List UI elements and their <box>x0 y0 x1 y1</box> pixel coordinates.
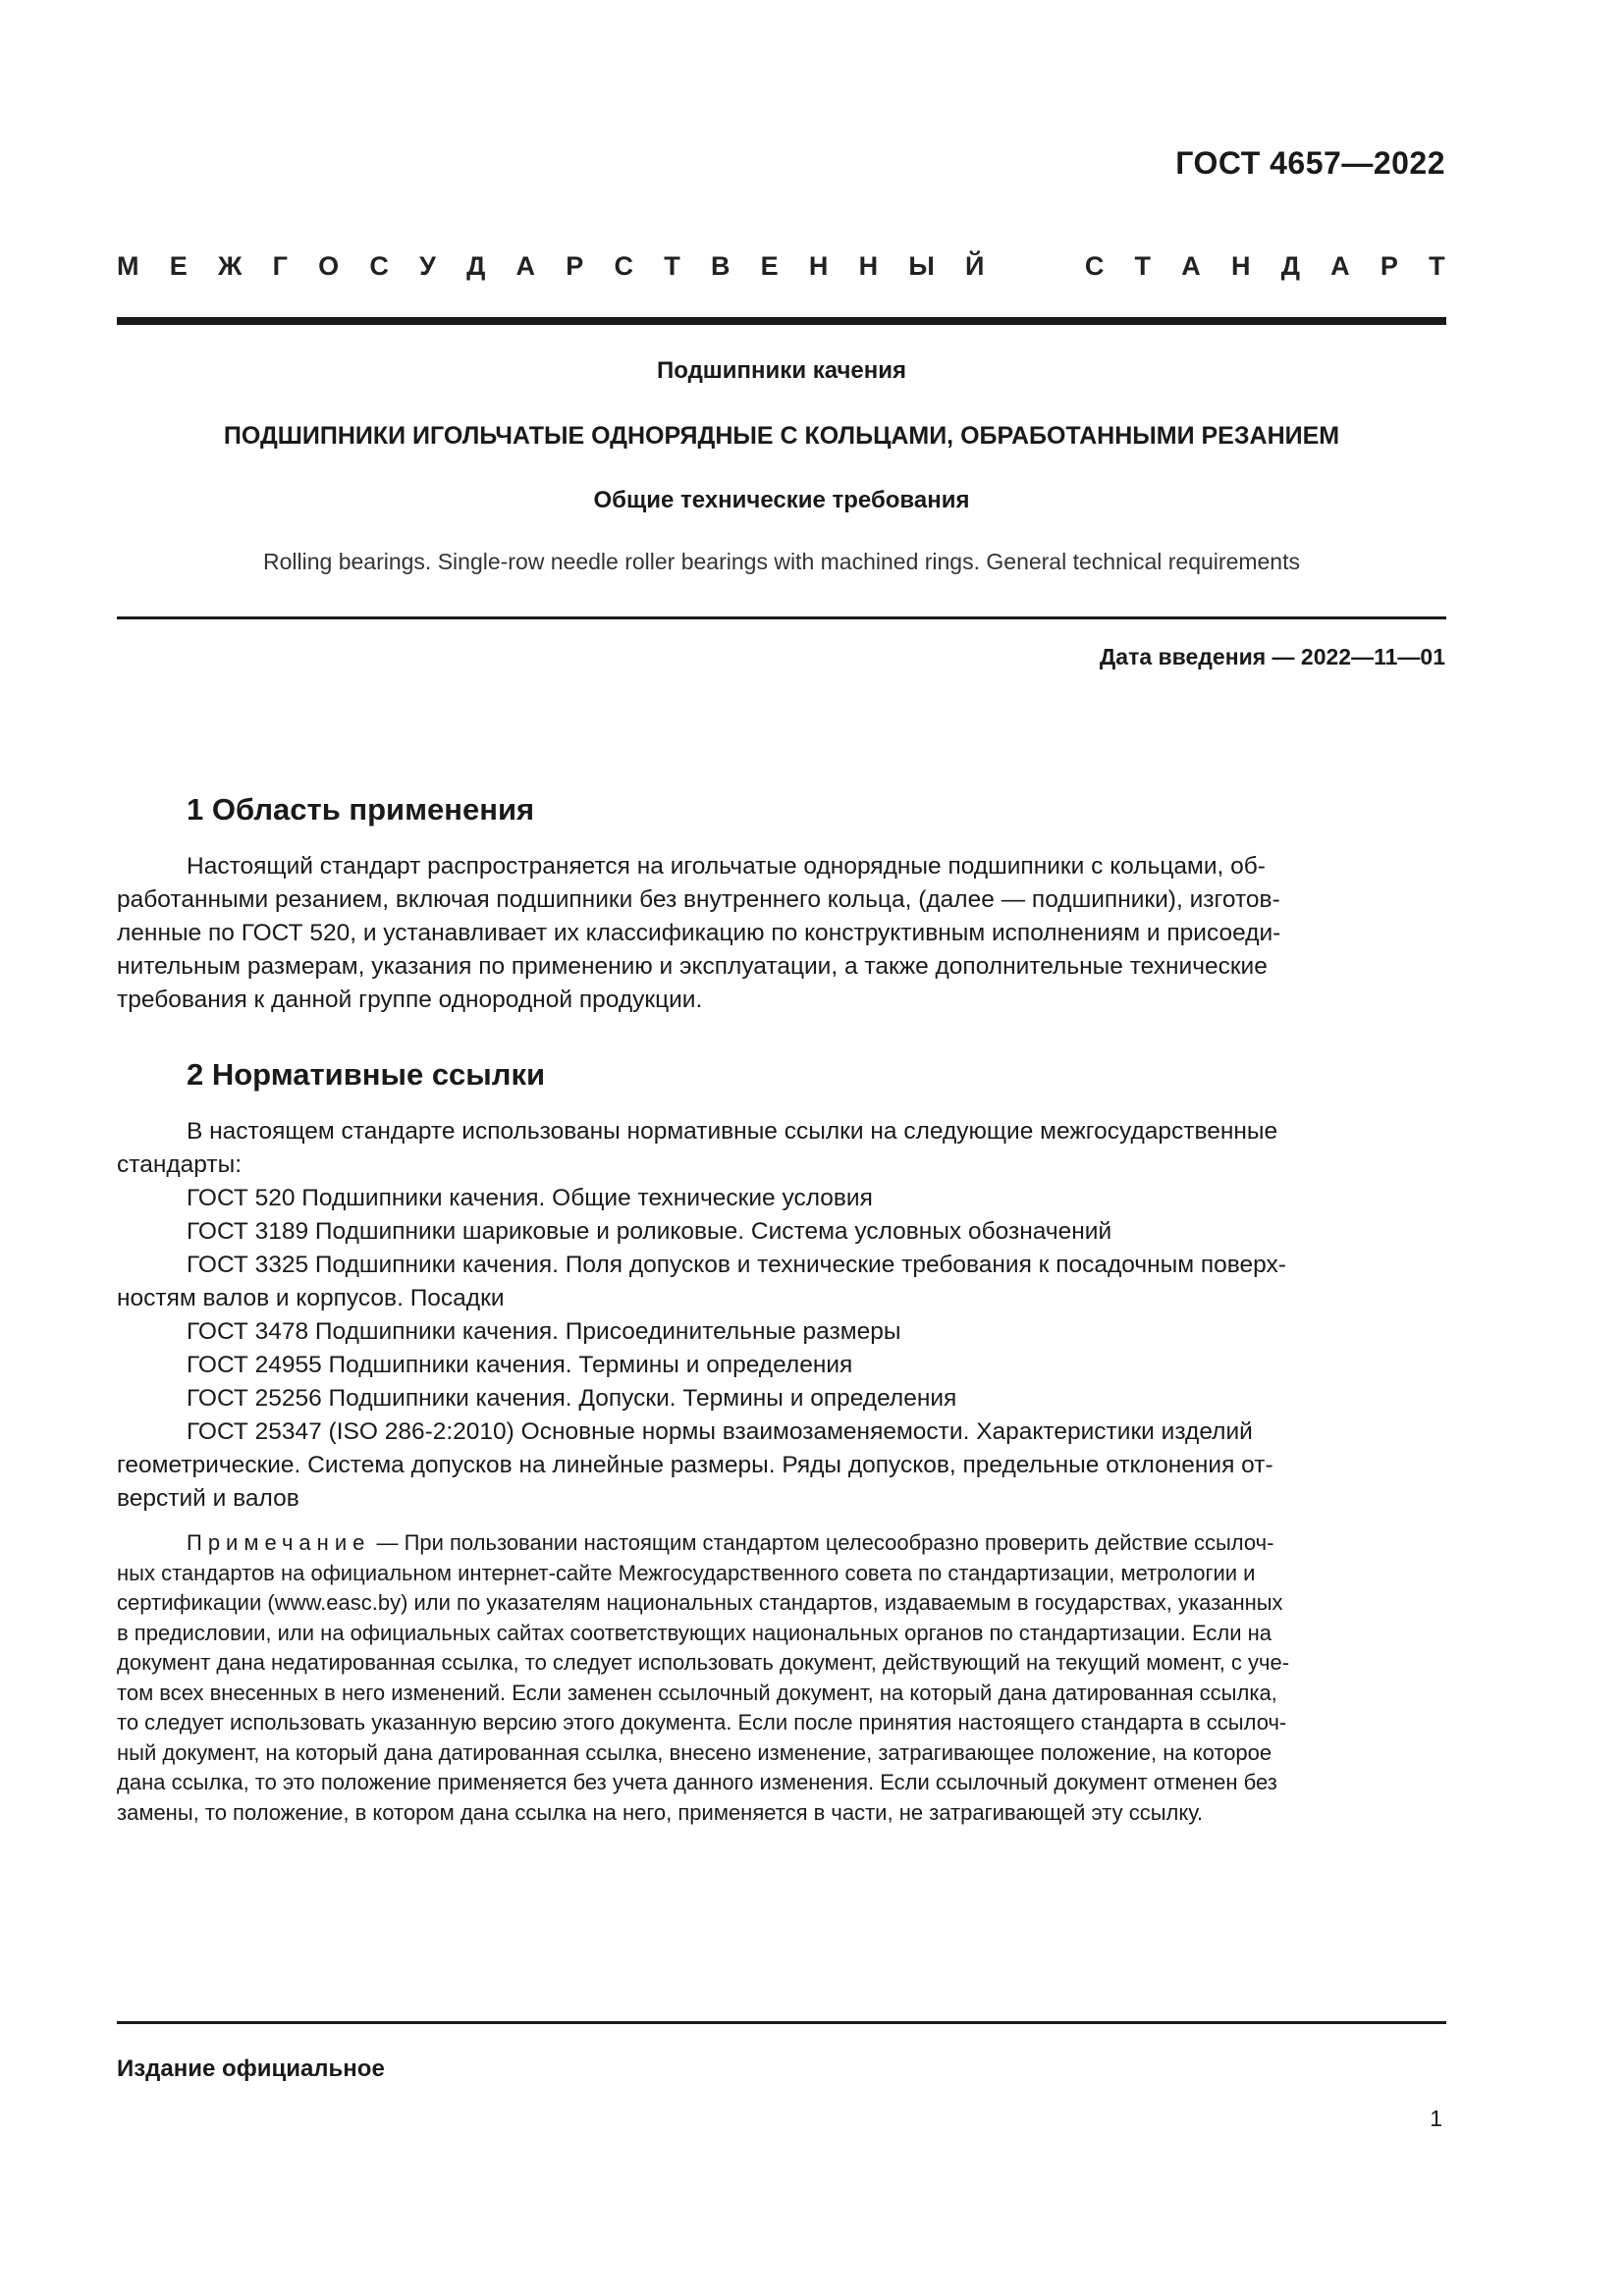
text-line: В настоящем стандарте использованы нормативные ссылки на следующие межгосударственные <box>187 1118 1278 1145</box>
reference-item: ГОСТ 25347 (ISO 286-2:2010) Основные нормы взаимозаменяемости. Характеристики изделий <box>187 1418 1253 1445</box>
reference-item: ностям валов и корпусов. Посадки <box>117 1285 505 1311</box>
sub-title: Общие технические требования <box>593 487 970 513</box>
note-block <box>117 1528 1446 1828</box>
reference-item: ГОСТ 3189 Подшипники шариковые и роликовые. Система условных обозначений <box>187 1218 1112 1245</box>
banner-letter: Н <box>1230 251 1251 281</box>
reference-item: верстий и валов <box>117 1485 299 1512</box>
banner-letter: Д <box>1280 251 1300 281</box>
banner-letter: С <box>369 251 389 281</box>
banner-letter: Р <box>566 251 584 281</box>
references-paragraph <box>117 1115 1446 1516</box>
banner-letter: Е <box>760 251 779 281</box>
introduction-date: Дата введения — 2022—11—01 <box>1099 644 1445 669</box>
banner-letter: Ы <box>908 251 935 281</box>
text-line: стандарты: <box>117 1151 242 1178</box>
note-line: ных стандартов на официальном интернет-сайте Межгосударственного совета по стандартизации, метрологии и <box>117 1560 1256 1585</box>
note-line: дана ссылка, то это положение применяется без учета данного изменения. Если ссылочный документ отменен без <box>117 1770 1277 1794</box>
banner-letter: Й <box>964 251 985 281</box>
reference-item: ГОСТ 3478 Подшипники качения. Присоединительные размеры <box>187 1318 901 1345</box>
reference-item: ГОСТ 3325 Подшипники качения. Поля допусков и технические требования к посадочным поверх- <box>187 1252 1286 1278</box>
banner-letter: С <box>1084 251 1105 281</box>
banner-letter: Ж <box>217 251 243 281</box>
reference-item: ГОСТ 24955 Подшипники качения. Термины и определения <box>187 1352 853 1378</box>
text-line: ленные по ГОСТ 520, и устанавливает их классификацию по конструктивным исполнениям и присоеди- <box>117 920 1281 946</box>
banner-letter: Т <box>1429 251 1445 281</box>
text-line: требования к данной группе однородной продукции. <box>117 987 703 1013</box>
banner-letter: А <box>1330 251 1350 281</box>
banner-letter: С <box>614 251 633 281</box>
reference-item: геометрические. Система допусков на линейные размеры. Ряды допусков, предельные отклонения от- <box>117 1452 1273 1478</box>
note-line: сертификации (www.easc.by) или по указателям национальных стандартов, издаваемым в государствах, указанных <box>117 1590 1283 1615</box>
interstate-standard-banner <box>117 251 1445 282</box>
banner-letter: Д <box>466 251 486 281</box>
banner-letter: Е <box>169 251 188 281</box>
header-divider <box>117 317 1446 325</box>
english-title: Rolling bearings. Single-row needle roller bearings with machined rings. General technical requirements <box>263 549 1300 574</box>
banner-letter: У <box>419 251 436 281</box>
text-line: Настоящий стандарт распространяется на игольчатые однорядные подшипники с кольцами, об- <box>187 853 1266 880</box>
banner-letter: Н <box>808 251 829 281</box>
group-title: Подшипники качения <box>656 357 907 384</box>
reference-item: ГОСТ 25256 Подшипники качения. Допуски. Термины и определения <box>187 1385 957 1412</box>
scope-paragraph <box>117 850 1446 1017</box>
banner-letter: Т <box>664 251 680 281</box>
note-text: — При пользовании настоящим стандартом целесообразно проверить действие ссылоч- <box>370 1530 1274 1555</box>
note-line: в предисловии, или на официальных сайтах соответствующих национальных органов по стандартизации. Если на <box>117 1620 1272 1645</box>
page-number: 1 <box>1430 2106 1442 2131</box>
reference-item: ГОСТ 520 Подшипники качения. Общие технические условия <box>187 1185 873 1211</box>
text-line: работанными резанием, включая подшипники без внутреннего кольца, (далее — подшипники), изготов- <box>117 886 1280 913</box>
banner-letter: Т <box>1134 251 1152 281</box>
note-line: том всех внесенных в него изменений. Если заменен ссылочный документ, на который дана датированная ссылка, <box>117 1680 1277 1705</box>
section-heading-references: 2 Нормативные ссылки <box>187 1057 546 1092</box>
banner-letter: Г <box>272 251 288 281</box>
banner-letter: А <box>1181 251 1201 281</box>
document-id: ГОСТ 4657—2022 <box>1175 145 1445 181</box>
banner-letter: В <box>710 251 731 281</box>
banner-letter: О <box>318 251 340 281</box>
note-line: документ дана недатированная ссылка, то следует использовать документ, действующий на текущий момент, с уче- <box>117 1650 1290 1675</box>
banner-letter: Н <box>858 251 879 281</box>
footer-divider <box>117 2021 1446 2024</box>
banner-letter: А <box>515 251 536 281</box>
note-line: то следует использовать указанную версию этого документа. Если после принятия настоящего стандарта в ссылоч- <box>117 1710 1287 1735</box>
main-title: ПОДШИПНИКИ ИГОЛЬЧАТЫЕ ОДНОРЯДНЫЕ С КОЛЬЦАМИ, ОБРАБОТАННЫМИ РЕЗАНИЕМ <box>223 422 1340 450</box>
text-line: нительным размерам, указания по применению и эксплуатации, а также дополнительные технические <box>117 953 1268 980</box>
title-divider <box>117 616 1446 619</box>
section-heading-scope: 1 Область применения <box>187 792 535 827</box>
banner-letter: Р <box>1380 251 1398 281</box>
banner-letter: М <box>117 251 139 281</box>
official-edition-label: Издание официальное <box>117 2056 385 2082</box>
note-first-line <box>117 1528 1446 1559</box>
note-label: Примечание <box>187 1530 371 1555</box>
note-line: ный документ, на который дана датированная ссылка, внесено изменение, затрагивающее положение, на которое <box>117 1739 1272 1765</box>
note-line: замены, то положение, в котором дана ссылка на него, применяется в части, не затрагивающей эту ссылку. <box>117 1799 1204 1825</box>
banner-word-gap <box>1015 251 1055 282</box>
